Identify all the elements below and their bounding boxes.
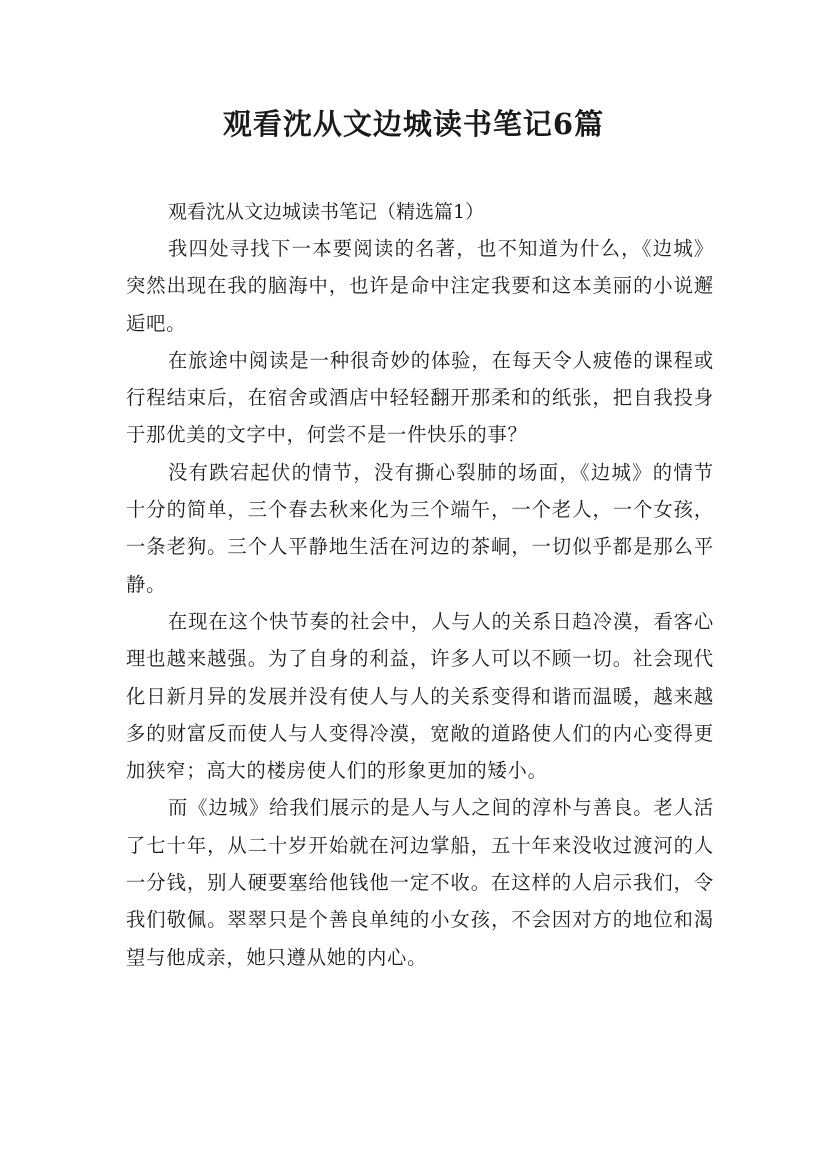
paragraph-1: 我四处寻找下一本要阅读的名著，也不知道为什么，《边城》突然出现在我的脑海中，也许是命中注定我要和这本美丽的小说邂逅吧。: [126, 237, 714, 335]
section-heading: 观看沈从文边城读书笔记（精选篇1）: [168, 201, 485, 223]
paragraph-4: 在现在这个快节奏的社会中，人与人的关系日趋冷漠，看客心理也越来越强。为了自身的利益，许多人可以不顾一切。社会现代化日新月异的发展并没有使人与人的关系变得和谐而温暖，越来越多的财富反而使人与人变得冷漠，宽敞的道路使人们的内心变得更加狭窄；高大的楼房使人们的形象更加的矮小。: [126, 609, 714, 783]
document-title: 观看沈从文边城读书笔记6篇: [222, 107, 605, 141]
paragraph-2: 在旅途中阅读是一种很奇妙的体验，在每天令人疲倦的课程或行程结束后，在宿舍或酒店中轻轻翻开那柔和的纸张，把自我投身于那优美的文字中，何尝不是一件快乐的事？: [126, 348, 714, 447]
document-body: [126, 194, 714, 976]
paragraph-3: 没有跌宕起伏的情节，没有撕心裂肺的场面，《边城》的情节十分的简单，三个春去秋来化为三个端午，一个老人，一个女孩，一条老狗。三个人平静地生活在河边的茶峒，一切似乎都是那么平静。: [126, 460, 714, 596]
paragraph-5: 而《边城》给我们展示的是人与人之间的淳朴与善良。老人活了七十年，从二十岁开始就在河边掌船，五十年来没收过渡河的人一分钱，别人硬要塞给他钱他一定不收。在这样的人启示我们，令我们敬佩。翠翠只是个善良单纯的小女孩，不会因对方的地位和渴望与他成亲，她只遵从她的内心。: [126, 796, 714, 969]
